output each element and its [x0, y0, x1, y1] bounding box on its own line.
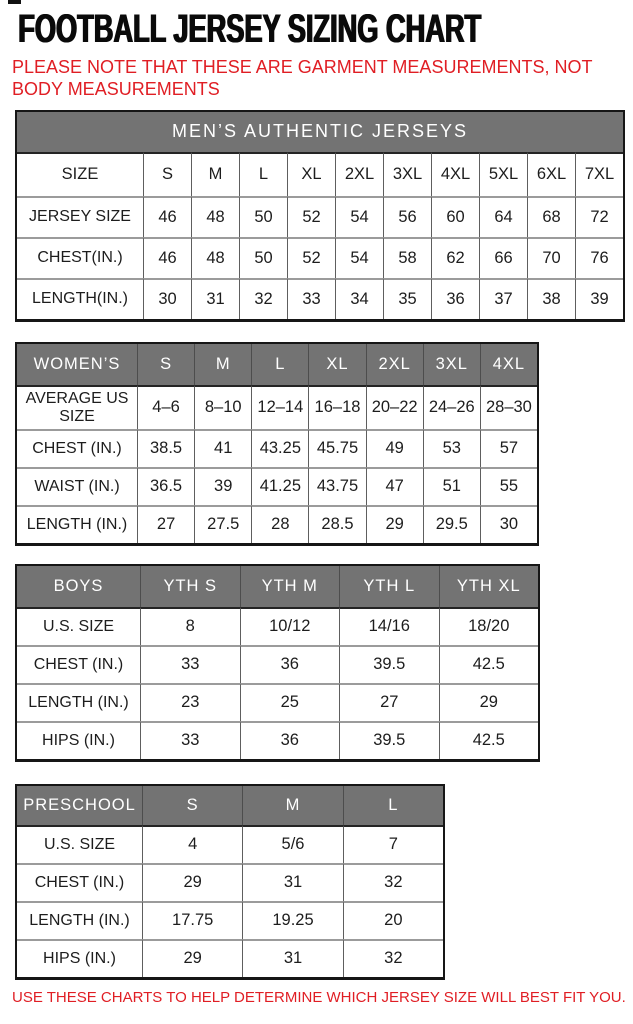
- table-cell: 54: [335, 237, 383, 278]
- column-header: 3XL: [423, 344, 480, 385]
- table-cell: 39.5: [339, 721, 439, 759]
- table-cell: 31: [242, 863, 342, 901]
- table-cell: 16–18: [308, 385, 365, 429]
- table-cell: 42.5: [439, 721, 539, 759]
- table-cell: 39: [575, 278, 623, 319]
- column-header: M: [194, 344, 251, 385]
- column-header-row: [17, 566, 538, 607]
- table-cell: 41.25: [251, 467, 308, 505]
- row-label: CHEST(IN.): [17, 237, 143, 278]
- table-cell: 33: [140, 721, 240, 759]
- column-header: M: [191, 152, 239, 196]
- table-cell: 23: [140, 683, 240, 721]
- table-cell: 27.5: [194, 505, 251, 543]
- table-cell: 20–22: [366, 385, 423, 429]
- table-cell: 36.5: [137, 467, 194, 505]
- table-cell: 32: [343, 863, 443, 901]
- scan-artifact-mark: [8, 0, 21, 4]
- table-cell: 29: [439, 683, 539, 721]
- column-header: 3XL: [383, 152, 431, 196]
- table-cell: 42.5: [439, 645, 539, 683]
- column-header: 5XL: [479, 152, 527, 196]
- table-row: [17, 505, 537, 543]
- table-cell: 57: [480, 429, 537, 467]
- table-cell: 72: [575, 196, 623, 237]
- column-header: 6XL: [527, 152, 575, 196]
- fit-advice-note: USE THESE CHARTS TO HELP DETERMINE WHICH JERSEY SIZE WILL BEST FIT YOU.: [12, 988, 626, 1006]
- table-cell: 8–10: [194, 385, 251, 429]
- table-row: [17, 196, 623, 237]
- row-label: CHEST (IN.): [17, 645, 140, 683]
- preschool-sizing-table: [15, 784, 445, 980]
- table-cell: 45.75: [308, 429, 365, 467]
- table-cell: 20: [343, 901, 443, 939]
- table-row: [17, 237, 623, 278]
- row-label: U.S. SIZE: [17, 607, 140, 645]
- table-cell: 29: [142, 939, 242, 977]
- table-cell: 29: [366, 505, 423, 543]
- row-label: JERSEY SIZE: [17, 196, 143, 237]
- table-cell: 52: [287, 196, 335, 237]
- corner-label: PRESCHOOL: [17, 786, 142, 825]
- column-header: 4XL: [480, 344, 537, 385]
- row-label: WAIST (IN.): [17, 467, 137, 505]
- table-cell: 38.5: [137, 429, 194, 467]
- table-cell: 50: [239, 196, 287, 237]
- table-cell: 32: [343, 939, 443, 977]
- table-cell: 50: [239, 237, 287, 278]
- table-banner: MEN’S AUTHENTIC JERSEYS: [17, 112, 623, 152]
- row-label: LENGTH (IN.): [17, 683, 140, 721]
- table-cell: 43.25: [251, 429, 308, 467]
- corner-label: SIZE: [17, 152, 143, 196]
- table-cell: 31: [242, 939, 342, 977]
- tables-container: [0, 110, 633, 980]
- column-header: L: [239, 152, 287, 196]
- column-header-row: [17, 152, 623, 196]
- table-cell: 18/20: [439, 607, 539, 645]
- table-cell: 30: [143, 278, 191, 319]
- table-cell: 28–30: [480, 385, 537, 429]
- row-label: LENGTH (IN.): [17, 505, 137, 543]
- column-header: 4XL: [431, 152, 479, 196]
- table-cell: 31: [191, 278, 239, 319]
- column-header: YTH L: [339, 566, 439, 607]
- column-header: M: [242, 786, 342, 825]
- table-cell: 28: [251, 505, 308, 543]
- table-cell: 39.5: [339, 645, 439, 683]
- table-cell: 7: [343, 825, 443, 863]
- column-header: S: [137, 344, 194, 385]
- table-cell: 62: [431, 237, 479, 278]
- table-row: [17, 607, 538, 645]
- table-row: [17, 901, 443, 939]
- table-cell: 36: [240, 721, 340, 759]
- table-row: [17, 429, 537, 467]
- table-cell: 34: [335, 278, 383, 319]
- column-header: S: [143, 152, 191, 196]
- column-header: 2XL: [335, 152, 383, 196]
- table-cell: 29: [142, 863, 242, 901]
- row-label: CHEST (IN.): [17, 863, 142, 901]
- table-cell: 56: [383, 196, 431, 237]
- table-cell: 46: [143, 196, 191, 237]
- table-cell: 36: [431, 278, 479, 319]
- corner-label: BOYS: [17, 566, 140, 607]
- column-header: YTH XL: [439, 566, 539, 607]
- table-cell: 48: [191, 196, 239, 237]
- table-cell: 55: [480, 467, 537, 505]
- row-label: HIPS (IN.): [17, 939, 142, 977]
- column-header: YTH S: [140, 566, 240, 607]
- column-header: XL: [287, 152, 335, 196]
- table-cell: 30: [480, 505, 537, 543]
- table-cell: 51: [423, 467, 480, 505]
- corner-label: WOMEN’S: [17, 344, 137, 385]
- table-cell: 43.75: [308, 467, 365, 505]
- womens-sizing-table: [15, 342, 539, 546]
- table-cell: 70: [527, 237, 575, 278]
- boys-sizing-table: [15, 564, 540, 762]
- page-title: FOOTBALL JERSEY SIZING CHART: [18, 7, 481, 51]
- table-cell: 17.75: [142, 901, 242, 939]
- table-cell: 76: [575, 237, 623, 278]
- table-row: [17, 825, 443, 863]
- table-row: [17, 721, 538, 759]
- table-row: [17, 645, 538, 683]
- table-cell: 27: [137, 505, 194, 543]
- column-header: 2XL: [366, 344, 423, 385]
- row-label: CHEST (IN.): [17, 429, 137, 467]
- table-cell: 53: [423, 429, 480, 467]
- table-cell: 60: [431, 196, 479, 237]
- table-cell: 68: [527, 196, 575, 237]
- table-cell: 29.5: [423, 505, 480, 543]
- table-row: [17, 278, 623, 319]
- column-header: S: [142, 786, 242, 825]
- table-cell: 35: [383, 278, 431, 319]
- column-header: XL: [308, 344, 365, 385]
- table-cell: 33: [287, 278, 335, 319]
- table-cell: 47: [366, 467, 423, 505]
- table-cell: 10/12: [240, 607, 340, 645]
- table-cell: 19.25: [242, 901, 342, 939]
- column-header: YTH M: [240, 566, 340, 607]
- table-row: [17, 385, 537, 429]
- table-cell: 28.5: [308, 505, 365, 543]
- table-row: [17, 467, 537, 505]
- table-banner-row: [17, 112, 623, 152]
- table-cell: 39: [194, 467, 251, 505]
- table-cell: 41: [194, 429, 251, 467]
- table-cell: 8: [140, 607, 240, 645]
- table-cell: 48: [191, 237, 239, 278]
- table-row: [17, 683, 538, 721]
- table-cell: 66: [479, 237, 527, 278]
- mens-sizing-table: [15, 110, 625, 322]
- table-cell: 24–26: [423, 385, 480, 429]
- row-label: LENGTH (IN.): [17, 901, 142, 939]
- row-label: LENGTH(IN.): [17, 278, 143, 319]
- table-cell: 4–6: [137, 385, 194, 429]
- table-row: [17, 939, 443, 977]
- garment-measurements-note: PLEASE NOTE THAT THESE ARE GARMENT MEASUREMENTS, NOT BODY MEASUREMENTS: [12, 57, 593, 100]
- table-row: [17, 863, 443, 901]
- table-cell: 36: [240, 645, 340, 683]
- column-header: L: [251, 344, 308, 385]
- table-cell: 25: [240, 683, 340, 721]
- row-label: AVERAGE US SIZE: [17, 385, 137, 429]
- table-cell: 4: [142, 825, 242, 863]
- row-label: U.S. SIZE: [17, 825, 142, 863]
- table-cell: 46: [143, 237, 191, 278]
- table-cell: 37: [479, 278, 527, 319]
- column-header: L: [343, 786, 443, 825]
- table-cell: 33: [140, 645, 240, 683]
- table-cell: 32: [239, 278, 287, 319]
- table-cell: 14/16: [339, 607, 439, 645]
- column-header-row: [17, 786, 443, 825]
- table-cell: 54: [335, 196, 383, 237]
- table-cell: 12–14: [251, 385, 308, 429]
- table-cell: 58: [383, 237, 431, 278]
- table-cell: 27: [339, 683, 439, 721]
- column-header-row: [17, 344, 537, 385]
- table-cell: 52: [287, 237, 335, 278]
- table-cell: 64: [479, 196, 527, 237]
- row-label: HIPS (IN.): [17, 721, 140, 759]
- table-cell: 38: [527, 278, 575, 319]
- column-header: 7XL: [575, 152, 623, 196]
- table-cell: 5/6: [242, 825, 342, 863]
- table-cell: 49: [366, 429, 423, 467]
